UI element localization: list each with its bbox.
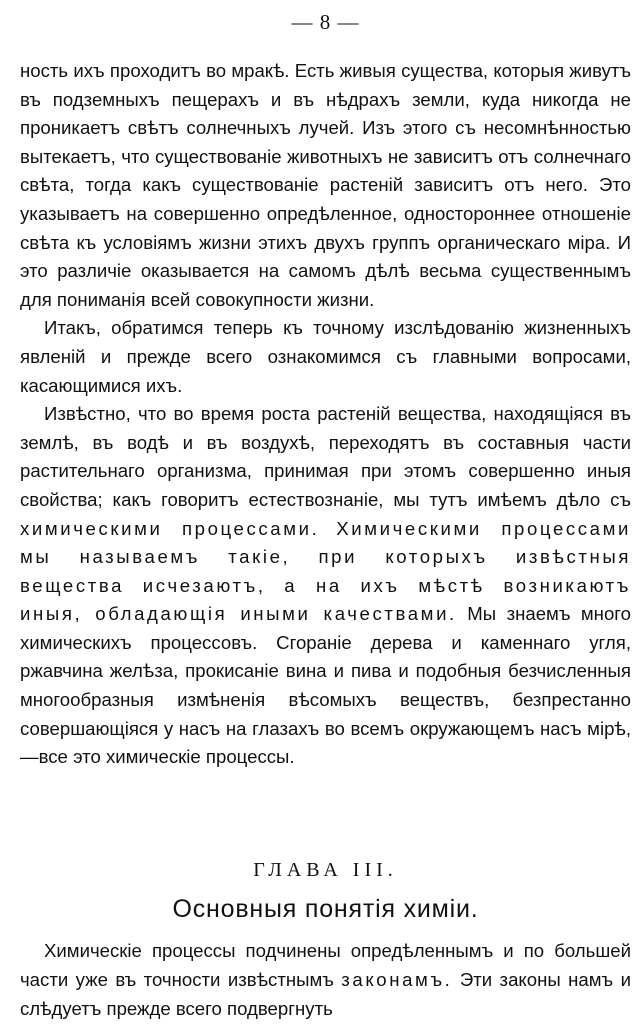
page-number: — 8 — — [291, 10, 360, 34]
paragraph-3 — [20, 400, 631, 772]
chapter-heading — [20, 856, 631, 925]
paragraph-1: ность ихъ проходитъ во мракѣ. Есть живыя существа, которыя живутъ въ подземныхъ пещерахъ и въ нѣдрахъ земли, куда никогда не проникаетъ свѣтъ солнечныхъ лучей. Изъ этого съ несомнѣнностью вытекаетъ, что существованіе животныхъ не зависитъ отъ солнечнаго свѣта, тогда какъ существованіе растеній зависитъ отъ него. Это указываетъ на совершенно опредѣленное, одностороннее отношеніе свѣта къ условіямъ жизни этихъ двухъ группъ органическаго міра. И это различіе оказывается на самомъ дѣлѣ весьма существеннымъ для пониманія всей совокупности жизни. — [20, 60, 631, 310]
main-text-block — [20, 57, 631, 772]
book-page — [20, 0, 631, 1036]
emphasis-chemical-processes: химическими процессами. — [20, 517, 320, 539]
paragraph-3-text-c: Мы знаемъ много химическихъ процессовъ. Сгораніе дерева и каменнаго угля, ржавчина желѣза, прокисаніе вина и пива и подобныя безчисленныя многообразныя измѣненія вѣсомыхъ веществъ, безпрестанно совершающіяся у насъ на глазахъ во всемъ окружающемъ насъ мірѣ,—все это химическіе процессы. — [20, 603, 632, 768]
paragraph-3-text-a: Извѣстно, что во время роста растеній вещества, находящіяся въ землѣ, въ водѣ и въ воздухѣ, переходятъ въ составныя части растительнаго организма, принимая при этомъ совершенно иныя свойства; какъ говоритъ естествознаніе, мы тутъ имѣемъ дѣло съ — [20, 403, 631, 510]
paragraph-4-text-a: Химическіе процессы подчинены опредѣленнымъ и по большей части уже въ точности извѣстнымъ — [20, 940, 631, 990]
paragraph-3-text-b — [319, 518, 336, 539]
paragraph-4-text-b: Эти законы намъ и слѣдуетъ прежде всего подвергнуть — [20, 969, 631, 1019]
chapter-title: Основныя понятія химіи. — [172, 895, 479, 923]
chapter-label: ГЛАВА III. — [253, 859, 398, 881]
definition-chemical-processes: Химическими процессами мы называемъ такіе, при которыхъ извѣстныя вещества исчезаютъ, а на ихъ мѣстѣ возникаютъ иныя, обладающія иными качествами. — [20, 517, 631, 625]
emphasis-laws: законамъ. — [341, 969, 453, 990]
paragraph-2: Итакъ, обратимся теперь къ точному изслѣдованію жизненныхъ явленій и прежде всего ознакомимся съ главными вопросами, касающимися ихъ. — [20, 317, 631, 396]
chapter-text-block — [20, 936, 631, 1023]
paragraph-4 — [20, 936, 631, 1023]
